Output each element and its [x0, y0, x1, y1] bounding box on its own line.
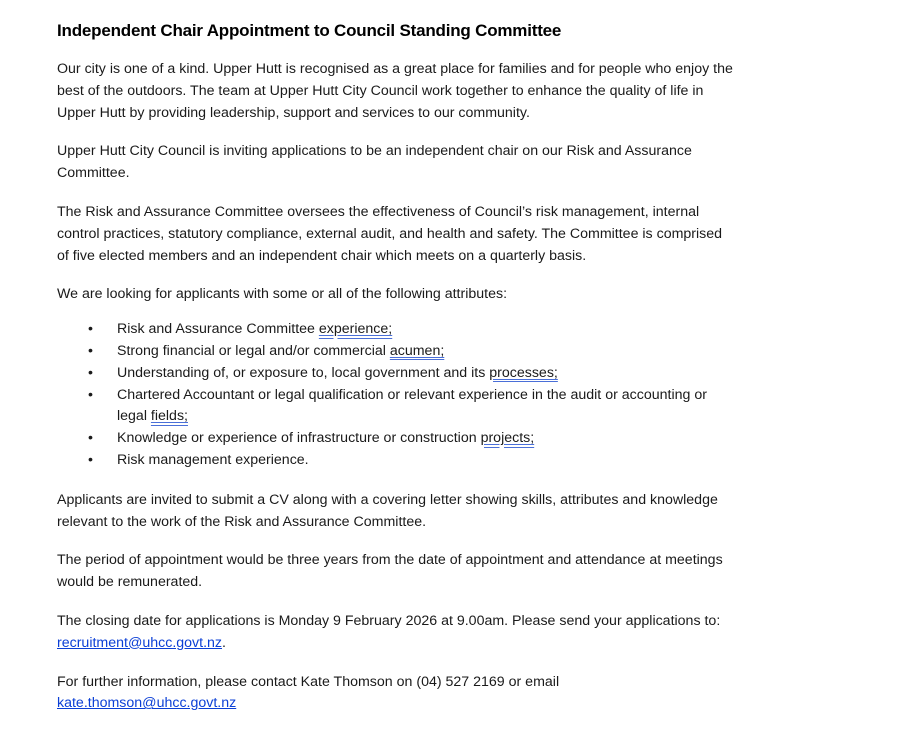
list-item-line [117, 450, 857, 472]
bullet-icon: • [88, 451, 93, 468]
paragraph-line: Upper Hutt by providing leadership, support and services to our community. [57, 104, 530, 121]
closing-paragraph [57, 611, 857, 655]
list-item [57, 319, 857, 341]
paragraph-line: Committee. [57, 165, 130, 182]
document-page [57, 20, 857, 732]
list-item-text: legal [117, 408, 151, 425]
closing-period: . [222, 634, 226, 651]
paragraph-line: Applicants are invited to submit a CV along with a covering letter showing skills, attributes and knowledge [57, 491, 718, 508]
list-item-text: Knowledge or experience of infrastructure or construction [117, 430, 481, 447]
spellcheck-flagged-word: fields; [150, 408, 188, 425]
list-item-line [117, 363, 857, 385]
bullet-icon: • [88, 342, 93, 359]
closing-text: The closing date for applications is Monday 9 February 2026 at 9.00am. Please send your applications to: [57, 612, 721, 629]
contact-text: For further information, please contact Kate Thomson on (04) 527 2169 or email [57, 673, 560, 690]
attributes-list [57, 319, 857, 472]
spellcheck-flagged-word: processes; [489, 364, 558, 381]
bullet-icon: • [88, 321, 93, 338]
contact-paragraph [57, 672, 857, 716]
list-item [57, 428, 857, 450]
bullet-icon: • [88, 386, 93, 403]
paragraph [57, 59, 857, 124]
intro-paragraphs [57, 59, 857, 306]
spellcheck-flagged-word: experience; [318, 321, 393, 338]
list-item-text: Risk and Assurance Committee [117, 321, 319, 338]
paragraph-line: of five elected members and an independent chair which meets on a quarterly basis. [57, 247, 587, 264]
list-item-line [117, 319, 857, 341]
list-item [57, 363, 857, 385]
paragraph [57, 202, 857, 267]
detail-paragraphs [57, 490, 857, 594]
paragraph-line: best of the outdoors. The team at Upper Hutt City Council work together to enhance the quality of life in [57, 82, 704, 99]
paragraph [57, 490, 857, 534]
spellcheck-flagged-word: projects; [480, 430, 535, 447]
paragraph [57, 284, 857, 306]
list-item-line [117, 406, 857, 428]
list-item-line [117, 428, 857, 450]
paragraph-line: The period of appointment would be three years from the date of appointment and attendance at meetings [57, 552, 723, 569]
list-item-text: Chartered Accountant or legal qualification or relevant experience in the audit or accounting or [117, 386, 707, 403]
paragraph [57, 550, 857, 594]
paragraph-line: control practices, statutory compliance, external audit, and health and safety. The Committee is comprised [57, 225, 723, 242]
list-item-text: Risk management experience. [117, 451, 309, 468]
document-title: Independent Chair Appointment to Council Standing Committee [57, 21, 562, 40]
spellcheck-flagged-word: acumen; [389, 342, 445, 359]
list-item [57, 450, 857, 472]
list-item-text: Understanding of, or exposure to, local government and its [117, 364, 490, 381]
list-item-line [117, 385, 857, 407]
list-item-text: Strong financial or legal and/or commercial [117, 342, 390, 359]
list-item-line [117, 341, 857, 363]
recruitment-email-link[interactable]: recruitment@uhcc.govt.nz [57, 634, 223, 651]
list-item [57, 341, 857, 363]
bullet-icon: • [88, 430, 93, 447]
bullet-icon: • [88, 364, 93, 381]
paragraph-line: relevant to the work of the Risk and Assurance Committee. [57, 513, 427, 530]
contact-email-link[interactable]: kate.thomson@uhcc.govt.nz [57, 695, 237, 712]
list-item [57, 385, 857, 429]
paragraph [57, 141, 857, 185]
paragraph-line: We are looking for applicants with some or all of the following attributes: [57, 286, 508, 303]
paragraph-line: would be remunerated. [57, 574, 203, 591]
paragraph-line: Our city is one of a kind. Upper Hutt is recognised as a great place for families and for people who enjoy the [57, 61, 733, 77]
paragraph-line: Upper Hutt City Council is inviting applications to be an independent chair on our Risk and Assurance [57, 143, 692, 160]
paragraph-line: The Risk and Assurance Committee oversees the effectiveness of Council’s risk management, internal [57, 203, 700, 220]
